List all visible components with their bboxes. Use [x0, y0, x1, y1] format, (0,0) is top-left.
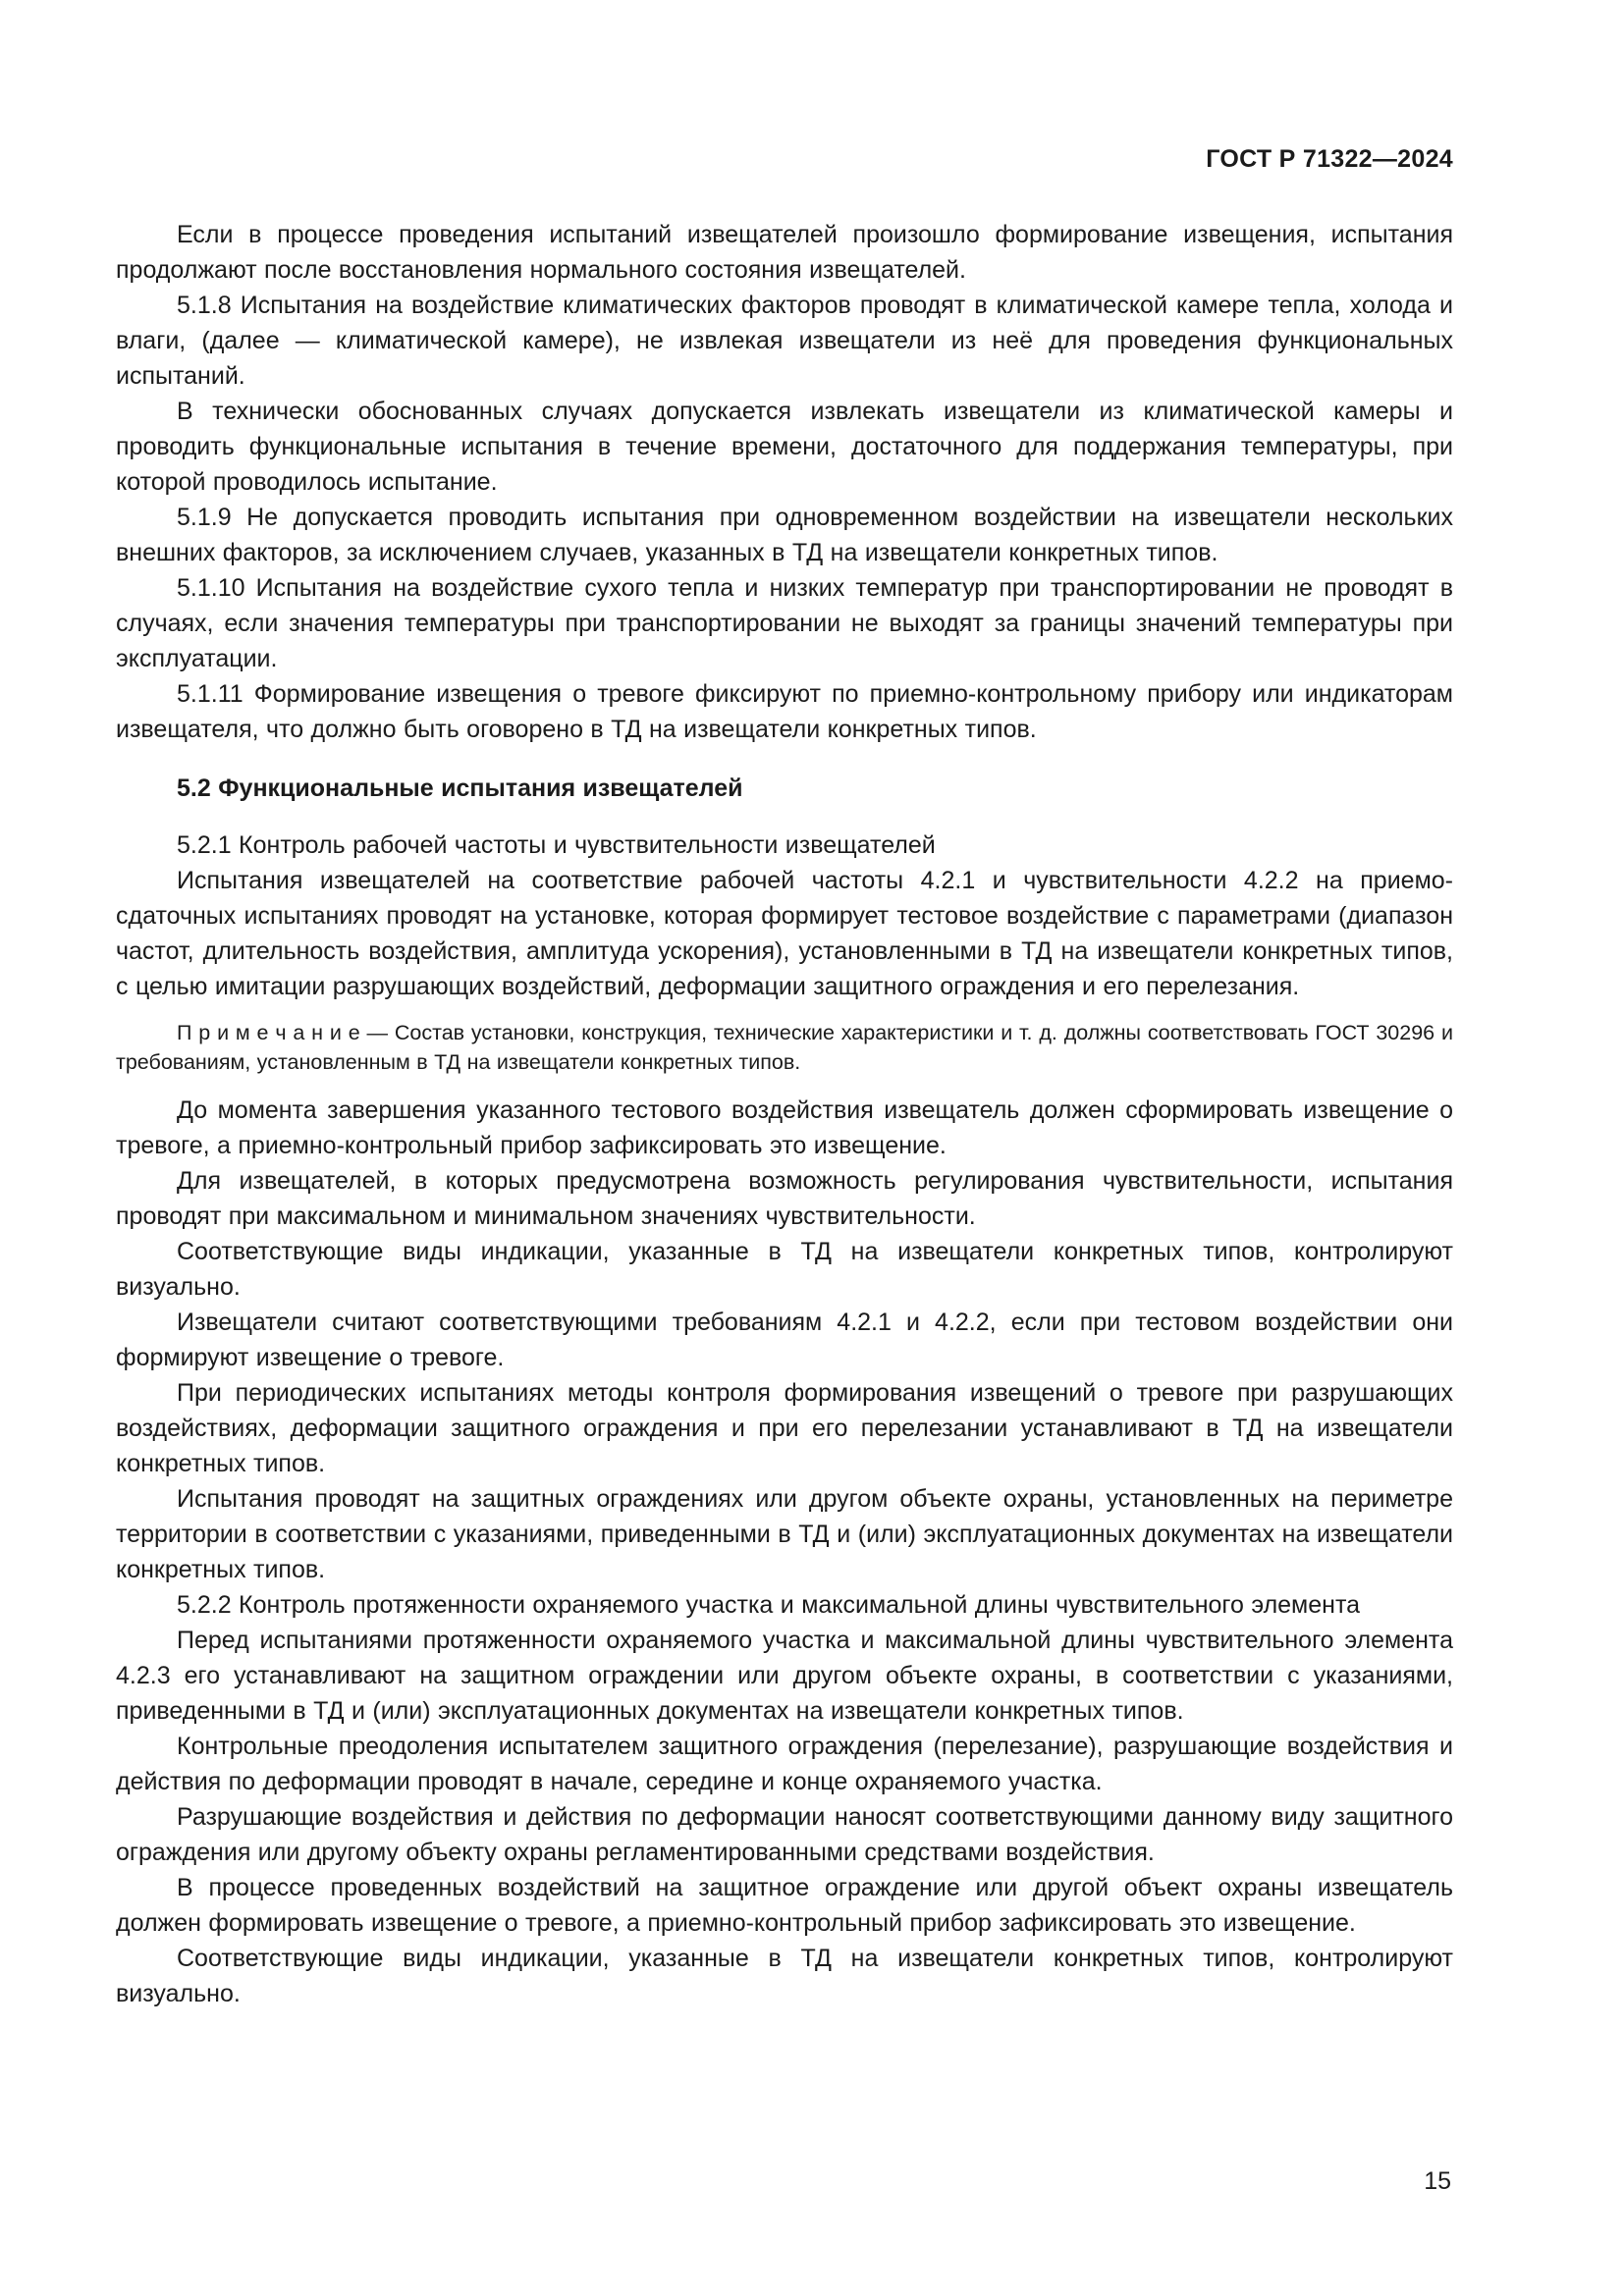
- paragraph: Если в процессе проведения испытаний извещателей произошло формирование извещения, испытания продолжают после восстановления нормального состояния извещателей.: [116, 221, 1453, 284]
- paragraph: Соответствующие виды индикации, указанные в ТД на извещатели конкретных типов, контролируют визуально.: [116, 1238, 1453, 1301]
- page-header: [116, 145, 1453, 174]
- paragraph: 5.2.1 Контроль рабочей частоты и чувствительности извещателей: [177, 831, 936, 859]
- paragraph: 5.1.10 Испытания на воздействие сухого тепла и низких температур при транспортировании не проводят в случаях, если значения температуры при транспортировании не выходят за границы значений температуры при эксплуатации.: [116, 574, 1453, 672]
- section-heading: 5.2 Функциональные испытания извещателей: [177, 774, 743, 802]
- paragraph: Испытания извещателей на соответствие рабочей частоты 4.2.1 и чувствительности 4.2.2 на приемо-сдаточных испытаниях проводят на установке, которая формирует тестовое воздействие с параметрами (диапазон частот, длительность воздействия, амплитуда ускорения), установленными в ТД на извещатели конкретных типов, с целью имитации разрушающих воздействий, деформации защитного ограждения и его перелезания.: [116, 867, 1453, 1000]
- paragraph: При периодических испытаниях методы контроля формирования извещений о тревоге при разрушающих воздействиях, деформации защитного ограждения и при его перелезании устанавливают в ТД на извещатели конкретных типов.: [116, 1379, 1453, 1477]
- page-footer: [1424, 2167, 1451, 2196]
- paragraph: В технически обоснованных случаях допускается извлекать извещатели из климатической камеры и проводить функциональные испытания в течение времени, достаточного для поддержания температуры, при которой проводилось испытание.: [116, 398, 1453, 496]
- paragraph: Разрушающие воздействия и действия по деформации наносят соответствующими данному виду защитного ограждения или другому объекту охраны регламентированными средствами воздействия.: [116, 1803, 1453, 1866]
- paragraph: 5.1.9 Не допускается проводить испытания при одновременном воздействии на извещатели нескольких внешних факторов, за исключением случаев, указанных в ТД на извещатели конкретных типов.: [116, 504, 1453, 566]
- document-number: ГОСТ Р 71322—2024: [1206, 145, 1453, 173]
- paragraph: 5.2.2 Контроль протяженности охраняемого участка и максимальной длины чувствительного элемента: [177, 1591, 1361, 1619]
- paragraph: До момента завершения указанного тестового воздействия извещатель должен сформировать извещение о тревоге, а приемно-контрольный прибор зафиксировать это извещение.: [116, 1096, 1453, 1159]
- page-number: 15: [1424, 2167, 1451, 2195]
- note-paragraph: П р и м е ч а н и е — Состав установки, конструкция, технические характеристики и т. д. должны соответствовать ГОСТ 30296 и требованиям, установленным в ТД на извещатели конкретных типов.: [116, 1021, 1453, 1074]
- document-body: [116, 217, 1453, 2011]
- paragraph: Контрольные преодоления испытателем защитного ограждения (перелезание), разрушающие воздействия и действия по деформации проводят в начале, середине и конце охраняемого участка.: [116, 1733, 1453, 1795]
- paragraph: Перед испытаниями протяженности охраняемого участка и максимальной длины чувствительного элемента 4.2.3 его устанавливают на защитном ограждении или другом объекте охраны, в соответствии с указаниями, приведенными в ТД и (или) эксплуатационных документах на извещатели конкретных типов.: [116, 1627, 1453, 1725]
- paragraph: 5.1.11 Формирование извещения о тревоге фиксируют по приемно-контрольному прибору или индикаторам извещателя, что должно быть оговорено в ТД на извещатели конкретных типов.: [116, 680, 1453, 743]
- paragraph: Испытания проводят на защитных ограждениях или другом объекте охраны, установленных на периметре территории в соответствии с указаниями, приведенными в ТД и (или) эксплуатационных документах на извещатели конкретных типов.: [116, 1485, 1453, 1583]
- paragraph: Для извещателей, в которых предусмотрена возможность регулирования чувствительности, испытания проводят при максимальном и минимальном значениях чувствительности.: [116, 1167, 1453, 1230]
- paragraph: В процессе проведенных воздействий на защитное ограждение или другой объект охраны извещатель должен формировать извещение о тревоге, а приемно-контрольный прибор зафиксировать это извещение.: [116, 1874, 1453, 1937]
- paragraph: Соответствующие виды индикации, указанные в ТД на извещатели конкретных типов, контролируют визуально.: [116, 1945, 1453, 2007]
- paragraph: Извещатели считают соответствующими требованиям 4.2.1 и 4.2.2, если при тестовом воздействии они формируют извещение о тревоге.: [116, 1308, 1453, 1371]
- paragraph: 5.1.8 Испытания на воздействие климатических факторов проводят в климатической камере тепла, холода и влаги, (далее — климатической камере), не извлекая извещатели из неё для проведения функциональных испытаний.: [116, 292, 1453, 390]
